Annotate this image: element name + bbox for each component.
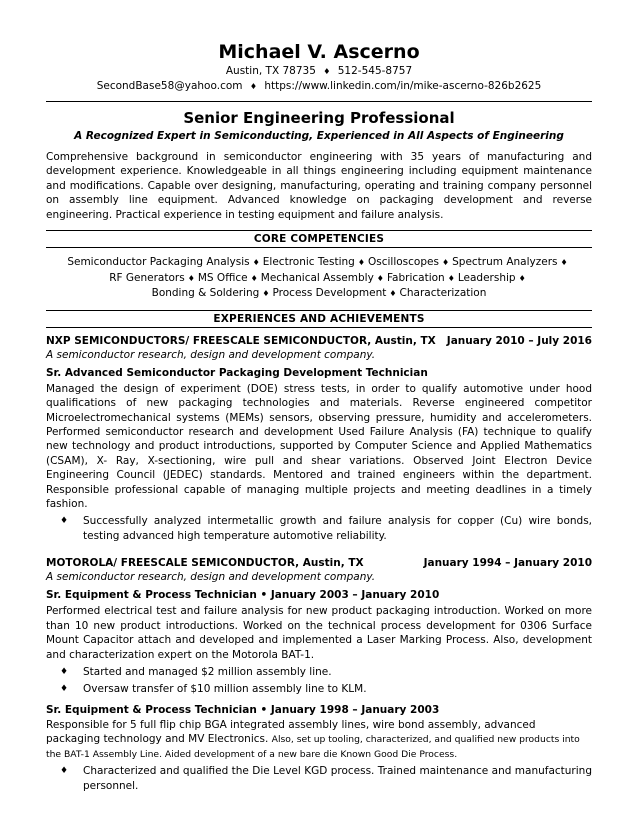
job-2-role-1: Sr. Equipment & Process Technician • January 2003 – January 2010 xyxy=(46,589,440,602)
competency-item: Electronic Testing xyxy=(262,256,355,269)
separator-diamond-icon: ♦ xyxy=(560,258,568,268)
bullet-diamond-icon: ♦ xyxy=(60,516,69,527)
separator-diamond-icon: ♦ xyxy=(447,273,455,283)
summary-text: Responsible for 5 full flip chip BGA integrated assembly lines, wire bond assembly, advanced packaging technology and MV Electronics. xyxy=(46,718,536,746)
achievement-text: Successfully analyzed intermetallic growth and failure analysis for copper (Cu) wire bonds, testing advanced high temperature automotive reliability. xyxy=(83,515,592,542)
competencies-row-1 xyxy=(46,255,592,271)
achievement-text: Oversaw transfer of $10 million assembly line to KLM. xyxy=(83,683,367,696)
job-1-description: A semiconductor research, design and development company. xyxy=(46,348,376,361)
list-item xyxy=(46,764,592,793)
competency-item: Fabrication xyxy=(386,271,445,284)
competency-item: Semiconductor Packaging Analysis xyxy=(67,256,250,269)
separator-diamond-icon: ♦ xyxy=(357,258,365,268)
separator-diamond-icon: ♦ xyxy=(518,273,526,283)
competency-item: Characterization xyxy=(399,287,487,300)
experience-heading: EXPERIENCES AND ACHIEVEMENTS xyxy=(46,310,592,328)
competency-item: RF Generators xyxy=(109,271,185,284)
competency-item: Process Development xyxy=(272,287,387,300)
separator-diamond-icon: ♦ xyxy=(252,258,260,268)
job-1-header xyxy=(46,334,592,348)
job-2-role-2-summary xyxy=(46,718,592,762)
list-item xyxy=(46,665,592,679)
job-2-role-2-achievements xyxy=(46,764,592,793)
achievement-text: Started and managed $2 million assembly line. xyxy=(83,665,332,678)
separator-diamond-icon: ♦ xyxy=(187,273,195,283)
job-2-role-2: Sr. Equipment & Process Technician • January 1998 – January 2003 xyxy=(46,703,440,716)
competencies-list xyxy=(46,255,592,302)
competency-item: MS Office xyxy=(197,271,248,284)
job-2-description: A semiconductor research, design and development company. xyxy=(46,571,376,584)
bullet-diamond-icon: ♦ xyxy=(60,684,69,695)
separator-diamond-icon: ♦ xyxy=(323,67,331,76)
linkedin-link[interactable]: https://www.linkedin.com/in/mike-ascerno-826b2625 xyxy=(264,80,542,92)
bullet-diamond-icon: ♦ xyxy=(60,766,69,777)
job-1-company: NXP SEMICONDUCTORS/ FREESCALE SEMICONDUCTOR, Austin, TX xyxy=(46,334,436,347)
separator-diamond-icon: ♦ xyxy=(389,289,397,299)
phone: 512-545-8757 xyxy=(337,65,413,77)
list-item xyxy=(46,514,592,543)
competency-item: Mechanical Assembly xyxy=(260,271,374,284)
contact-line-1 xyxy=(46,64,592,79)
candidate-name: Michael V. Ascerno xyxy=(218,41,420,63)
separator-diamond-icon: ♦ xyxy=(262,289,270,299)
competencies-row-3 xyxy=(46,286,592,302)
headline-title: Senior Engineering Professional xyxy=(183,109,455,127)
contact-line-2 xyxy=(46,79,592,94)
job-2-role-1-achievements xyxy=(46,665,592,697)
header-divider xyxy=(46,101,592,102)
competency-item: Bonding & Soldering xyxy=(151,287,260,300)
headline-subtitle: A Recognized Expert in Semiconducting, Experienced in All Aspects of Engineering xyxy=(74,130,564,142)
job-1-achievements xyxy=(46,514,592,543)
competencies-row-2 xyxy=(46,271,592,287)
competencies-heading: CORE COMPETENCIES xyxy=(46,230,592,248)
list-item xyxy=(46,682,592,696)
competency-item: Leadership xyxy=(457,271,516,284)
separator-diamond-icon: ♦ xyxy=(441,258,450,268)
summary-text-small: Also, set up tooling, characterized, and qualified new products into the BAT-1 Assembly Line. Aided development of a new bare die Known Good Die Process. xyxy=(46,734,580,760)
competency-item: Spectrum Analyzers xyxy=(452,256,558,269)
job-1-role: Sr. Advanced Semiconductor Packaging Development Technician xyxy=(46,366,428,379)
job-1-summary: Managed the design of experiment (DOE) stress tests, in order to qualify automotive under hood qualifications of new packaging technologies and materials. Reverse engineered competitor Microelectromechanical systems (MEMs) sensors, observing pressure, humidity and accelerometers. Performed semiconductor research and development Used Failure Analysis (FA) technique to qualify new technology and product introductions, supported by Computer Science and Applied Mathematics (CSAM), X- Ray, X-sectioning, wire pull and shear variations. Observed Joint Electron Device Engineering Council (JEDEC) standards. Mentored and trained engineers within the department. Responsible professional capable of managing multiple projects and meeting deadlines in a timely fashion. xyxy=(46,382,592,511)
job-2-company: MOTOROLA/ FREESCALE SEMICONDUCTOR, Austin, TX xyxy=(46,557,364,570)
email-link[interactable]: SecondBase58@yahoo.com xyxy=(96,80,243,92)
separator-diamond-icon: ♦ xyxy=(376,273,384,283)
competency-item: Oscilloscopes xyxy=(367,256,439,269)
job-2-header xyxy=(46,556,592,570)
job-1-dates: January 2010 – July 2016 xyxy=(446,334,592,347)
bullet-diamond-icon: ♦ xyxy=(60,666,69,677)
job-2-dates: January 1994 – January 2010 xyxy=(423,557,592,570)
summary-paragraph: Comprehensive background in semiconductor engineering with 35 years of manufacturing and development experience. Knowledgeable in all things engineering including equipment maintenance and modifications. Capable over designing, manufacturing, operating and training company personnel on assembly line equipment. Advanced knowledge on packaging development and reverse engineering. Practical experience in testing equipment and failure analysis. xyxy=(46,151,592,221)
separator-diamond-icon: ♦ xyxy=(249,82,258,91)
separator-diamond-icon: ♦ xyxy=(250,273,258,283)
achievement-text: Characterized and qualified the Die Level KGD process. Trained maintenance and manufacturing personnel. xyxy=(83,765,592,792)
resume-page xyxy=(46,40,592,796)
job-2-role-1-summary: Performed electrical test and failure analysis for new product packaging introduction. Worked on more than 10 new product introductions. Worked on the technical process development for 0306 Surface Mount Capacitor attach and developed and implemented a Laser Marking Process. Also, development and characterization expert on the Motorola BAT-1. xyxy=(46,605,592,661)
location: Austin, TX 78735 xyxy=(225,65,316,77)
